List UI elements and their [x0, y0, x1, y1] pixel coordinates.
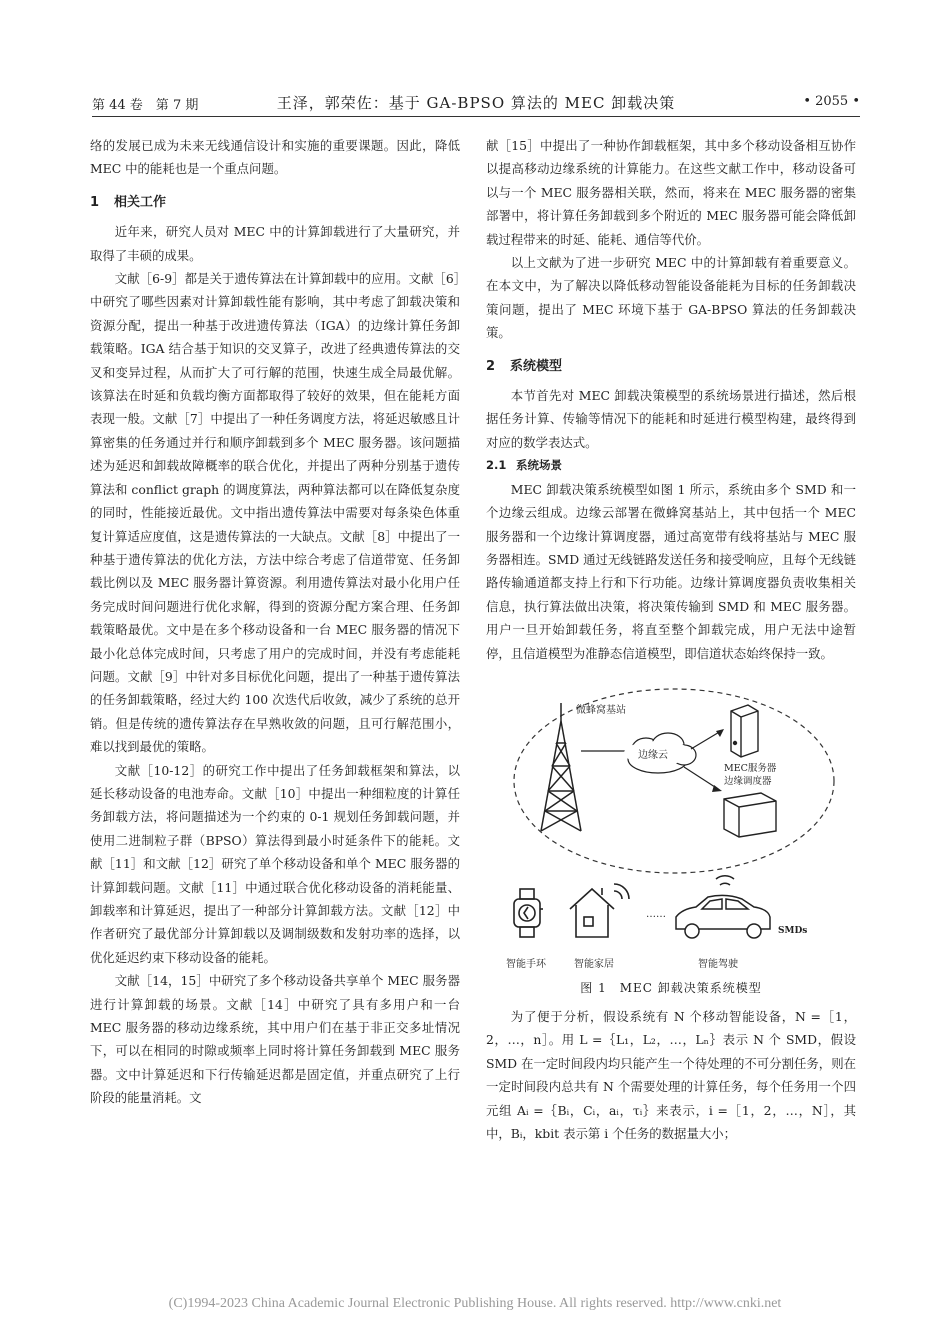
edge-boundary-ellipse	[514, 689, 834, 873]
running-header	[92, 94, 860, 117]
paragraph: 以上文献为了进一步研究 MEC 中的计算卸载有着重要意义。在本文中，为了解决以降低移动智能设备能耗为目标的任务卸载决策问题，提出了 MEC 环境下基于 GA-BPSO 算法的任务卸载决策。	[486, 255, 856, 341]
subsection-number: 2.1	[486, 458, 507, 473]
figure-caption: 图 1 MEC 卸载决策系统模型	[580, 980, 762, 995]
paragraph: 文献［10-12］的研究工作中提出了任务卸载框架和算法，以延长移动设备的电池寿命。文献［10］中提出一种细粒度的计算任务卸载方法，将问题描述为一个约束的 0-1 规划任务卸载问题，并使用二进制粒子群（BPSO）算法得到最小时延条件下的能耗。文献［11］和文献［12］研究了单个移动设备和单个 MEC 服务器的计算卸载问题。文献［11］中通过联合优化移动设备的消耗能量、卸载率和计算延迟，提出了一种部分计算卸载方法。文献［12］中作者研究了最优部分计算卸载以及调制级数和发射功率的选择，以优化延迟约束下移动设备的能耗。	[90, 762, 460, 965]
server-label: MEC服务器	[724, 762, 777, 774]
subsection-title: 系统场景	[516, 458, 562, 473]
system-model-diagram	[486, 681, 856, 981]
paragraph: 文献［6-9］都是关于遗传算法在计算卸载中的应用。文献［6］中研究了哪些因素对计算卸载性能有影响，其中考虑了卸载决策和资源分配，提出一种基于改进遗传算法（IGA）的边缘计算任务卸载策略。IGA 结合基于知识的交叉算子，改进了经典遗传算法的交叉和变异过程，从而扩大了可行解的范围，快速生成全局最优解。该算法在时延和负载均衡方面都取得了较好的效果，但在能耗方面表现一般。文献［7］中提出了一种任务调度方法，将延迟敏感且计算密集的任务通过并行和顺序卸载到多个 MEC 服务器。该问题描述为延迟和卸载故障概率的联合优化，并提出了两种分别基于遗传算法和 conflict graph 的调度算法，两种算法都可以在降低复杂度的同时，性能接近最优。文中指出遗传算法中需要对每条染色体重复计算适应度值，这是遗传算法的一大缺点。文献［8］中提出了一种基于遗传算法的优化方法，方法中综合考虑了信道带宽、任务卸载比例以及 MEC 服务器计算资源。利用遗传算法对最小化用户任务完成时间问题进行优化求解，得到的资源分配方案合理、任务卸载策略最优。文中是在多个移动设备和一台 MEC 服务器的情况下最小化总体完成时间，只考虑了用户的完成时间，并没有考虑能耗问题。文献［9］中针对多目标优化问题，提出了一种基于遗传算法的任务卸载策略，经过大约 100 次迭代后收敛，减少了系统的总开销。但是传统的遗传算法存在早熟收敛的问题，且可行解范围小，难以找到最优的策略。	[90, 271, 460, 755]
station-label: 微蜂窝基站	[576, 704, 626, 716]
paragraph: 献［15］中提出了一种协作卸载框架，其中多个移动设备相互协作以提高移动边缘系统的计算能力。在这些文献工作中，移动设备可以与一个 MEC 服务器相关联，然而，将来在 MEC 服务器的密集部署中，将计算任务卸载到多个附近的 MEC 服务器可能会降低卸载过程带来的时延、能耗、通信等代价。	[486, 138, 856, 247]
paragraph: 文献［14，15］中研究了多个移动设备共享单个 MEC 服务器进行计算卸载的场景。文献［14］中研究了具有多用户和一台 MEC 服务器的移动边缘系统，其中用户们在基于非正交多址情况下，可以在相同的时隙或频率上同时将计算任务卸载到 MEC 服务器。文中计算延迟和下行传输延迟都是固定值，并重点研究了上行阶段的能量消耗。文	[90, 973, 460, 1106]
section-title: 相关工作	[114, 194, 167, 210]
smds-label: SMDs	[778, 925, 808, 936]
left-column	[90, 134, 460, 1110]
scheduler-label: 边缘调度器	[724, 775, 772, 787]
paragraph: MEC 卸载决策系统模型如图 1 所示，系统由多个 SMD 和一个边缘云组成。边缘云部署在微蜂窝基站上，其中包括一个 MEC 服务器和一个边缘计算调度器，通过高宽带有线将基站与 MEC 服务器相连。SMD 通过无线链路发送任务和接受响应，且每个无线链路传输通道都支持上行和下行功能。边缘计算调度器负责收集相关信息，执行算法做出决策，将决策传输到 SMD 和 MEC 服务器。用户一旦开始卸载任务，将直至整个卸载完成，用户无法中途暂停，且信道模型为准静态信道模型，即信道状态始终保持一致。	[486, 481, 856, 661]
section-heading-2	[486, 355, 856, 378]
cloud-label: 边缘云	[638, 749, 668, 761]
paragraph: 络的发展已成为未来无线通信设计和实施的重要课题。因此，降低 MEC 中的能耗也是一个重点问题。	[90, 138, 460, 177]
copyright-footer: (C)1994-2023 China Academic Journal Electronic Publishing House. All rights reserved. http://www.cnki.net	[168, 1296, 782, 1311]
smartwatch-icon	[514, 889, 543, 937]
server-icon	[731, 705, 758, 757]
smart-car-icon	[676, 876, 770, 938]
paragraph: 为了便于分析，假设系统有 N 个移动智能设备，N =［1，2，…，n］。用 L =｛L₁，L₂，…，Lₙ｝表示 N 个 SMD，假设 SMD 在一定时间段内均只能产生一个待处理的不可分割任务，则在一定时间段内总共有 N 个需要处理的计算任务，每个任务用一个四元组 Aᵢ =｛Bᵢ，Cᵢ，aᵢ，τᵢ｝来表示，i =［1，2，…，N］，其中，Bᵢ，kbit 表示第 i 个任务的数据量大小；	[486, 1008, 856, 1141]
device-label-3: 智能驾驶	[698, 958, 738, 970]
section-heading-1	[90, 191, 460, 214]
tower-icon	[541, 703, 581, 831]
subsection-heading-2-1	[486, 454, 856, 477]
figure-1	[486, 681, 856, 1001]
section-number: 2	[486, 358, 496, 374]
paragraph: 本节首先对 MEC 卸载决策模型的系统场景进行描述，然后根据任务计算、传输等情况下的能耗和时延进行模型构建，最终得到对应的数学表达式。	[486, 388, 856, 450]
running-title: 王泽，郭荣佐：基于 GA-BPSO 算法的 MEC 卸载决策	[276, 94, 676, 112]
page-number: • 2055 •	[803, 94, 860, 109]
device-label-2: 智能家居	[574, 958, 614, 970]
paragraph: 近年来，研究人员对 MEC 中的计算卸载进行了大量研究，并取得了丰硕的成果。	[90, 224, 460, 263]
right-column	[486, 134, 856, 1145]
section-number: 1	[90, 194, 100, 210]
ellipsis: ……	[646, 908, 666, 920]
volume-issue: 第 44 卷 第 7 期	[92, 98, 199, 113]
device-label-1: 智能手环	[506, 958, 546, 970]
section-title: 系统模型	[510, 358, 563, 374]
scheduler-box-icon	[724, 793, 776, 837]
smart-home-icon	[570, 884, 629, 937]
